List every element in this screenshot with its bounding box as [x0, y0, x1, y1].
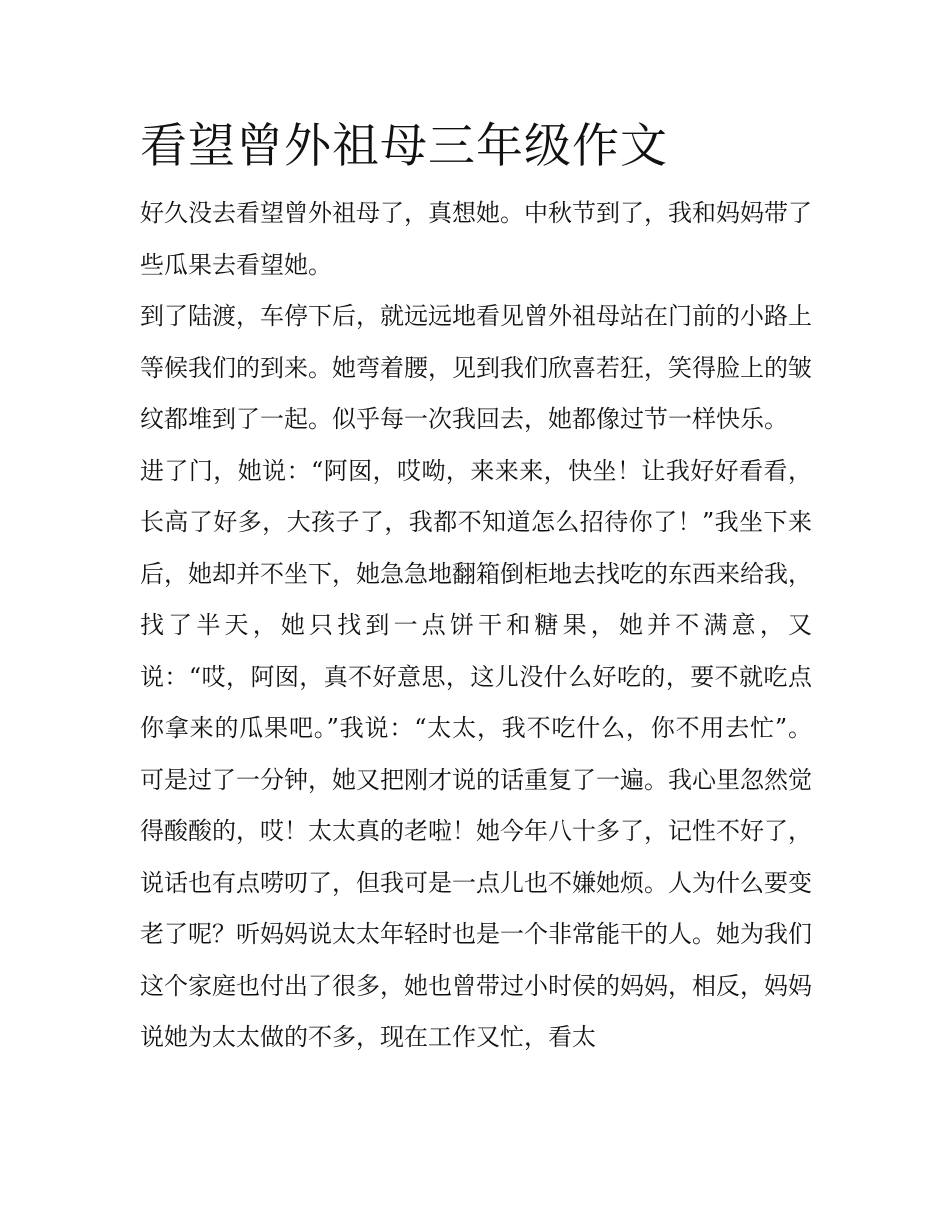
paragraph-2: 到了陆渡，车停下后，就远远地看见曾外祖母站在门前的小路上等候我们的到来。她弯着腰，见到我们欣喜若狂，笑得脸上的皱纹都堆到了一起。似乎每一次我回去，她都像过节一样快乐。 [140, 302, 812, 433]
document-page [140, 112, 812, 1064]
document-title: 看望曾外祖母三年级作文 [140, 119, 668, 174]
paragraph-1: 好久没去看望曾外祖母了，真想她。中秋节到了，我和妈妈带了些瓜果去看望她。 [140, 199, 812, 279]
paragraph-3: 进了门，她说：“阿囡，哎呦，来来来，快坐！让我好好看看，长高了好多，大孩子了，我都不知道怎么招待你了！”我坐下来后，她却并不坐下，她急急地翻箱倒柜地去找吃的东西来给我，找了半天，她只找到一点饼干和糖果，她并不满意，又说：“哎，阿囡，真不好意思，这儿没什么好吃的，要不就吃点你拿来的瓜果吧。”我说：“太太，我不吃什么，你不用去忙”。可是过了一分钟，她又把刚才说的话重复了一遍。我心里忽然觉得酸酸的，哎！太太真的老啦！她今年八十多了，记性不好了，说话也有点唠叨了，但我可是一点儿也不嫌她烦。人为什么要变老了呢？听妈妈说太太年轻时也是一个非常能干的人。她为我们这个家庭也付出了很多，她也曾带过小时侯的妈妈，相反，妈妈说她为太太做的不多，现在工作又忙，看太 [140, 456, 812, 1051]
